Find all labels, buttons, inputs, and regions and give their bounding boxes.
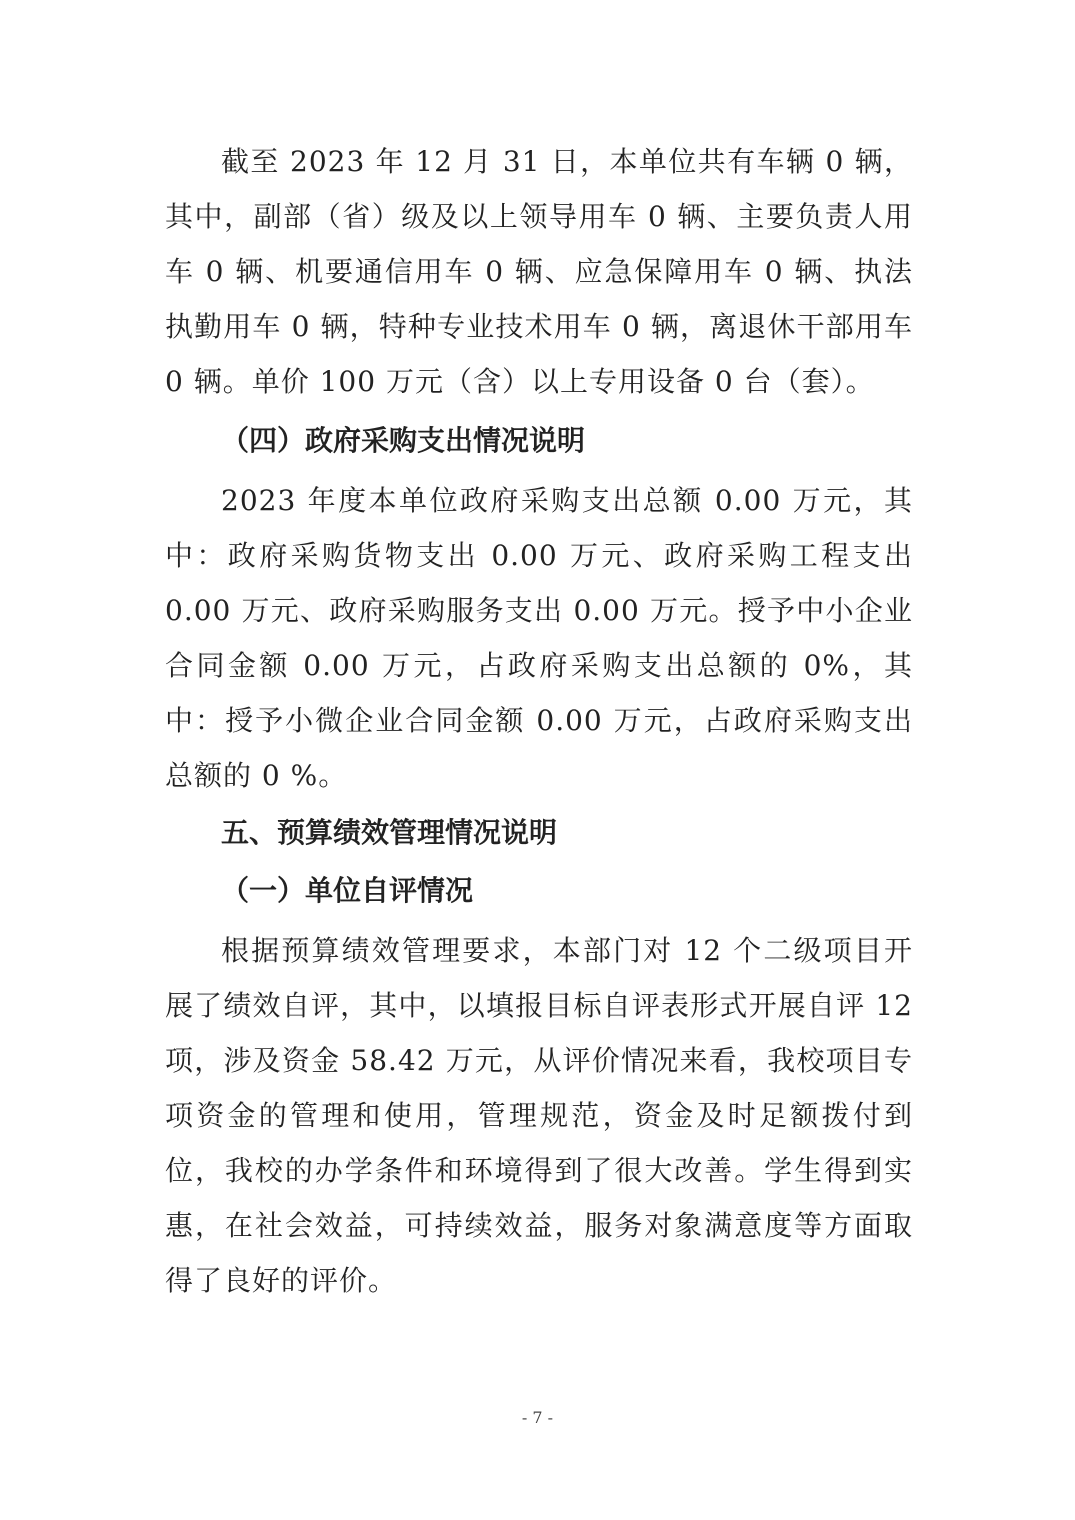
heading-procurement: （四）政府采购支出情况说明 [221, 424, 586, 457]
page-number: - 7 - [521, 1408, 554, 1427]
heading-section-five: 五、预算绩效管理情况说明 [221, 816, 558, 849]
paragraph-procurement: 2023 年度本单位政府采购支出总额 0.00 万元，其中：政府采购货物支出 0.00 万元、政府采购工程支出 0.00 万元、政府采购服务支出 0.00 万元。授予中小企业合同金额 0.00 万元，占政府采购支出总额的 0%，其中：授予小微企业合同金额 0.00 万元，占政府采购支出总额的 0 %。 [165, 484, 913, 792]
document-body [165, 134, 913, 1308]
heading-self-evaluation: （一）单位自评情况 [221, 874, 474, 907]
paragraph-self-evaluation: 根据预算绩效管理要求，本部门对 12 个二级项目开展了绩效自评，其中，以填报目标自评表形式开展自评 12 项，涉及资金 58.42 万元，从评价情况来看，我校项目专项资金的管理和使用，管理规范，资金及时足额拨付到位，我校的办学条件和环境得到了很大改善。学生得到实惠，在社会效益，可持续效益，服务对象满意度等方面取得了良好的评价。 [165, 934, 913, 1297]
paragraph-vehicles: 截至 2023 年 12 月 31 日，本单位共有车辆 0 辆，其中，副部（省）级及以上领导用车 0 辆、主要负责人用车 0 辆、机要通信用车 0 辆、应急保障用车 0 辆、执法执勤用车 0 辆，特种专业技术用车 0 辆，离退休干部用车 0 辆。单价 100 万元（含）以上专用设备 0 台（套）。 [165, 145, 913, 398]
